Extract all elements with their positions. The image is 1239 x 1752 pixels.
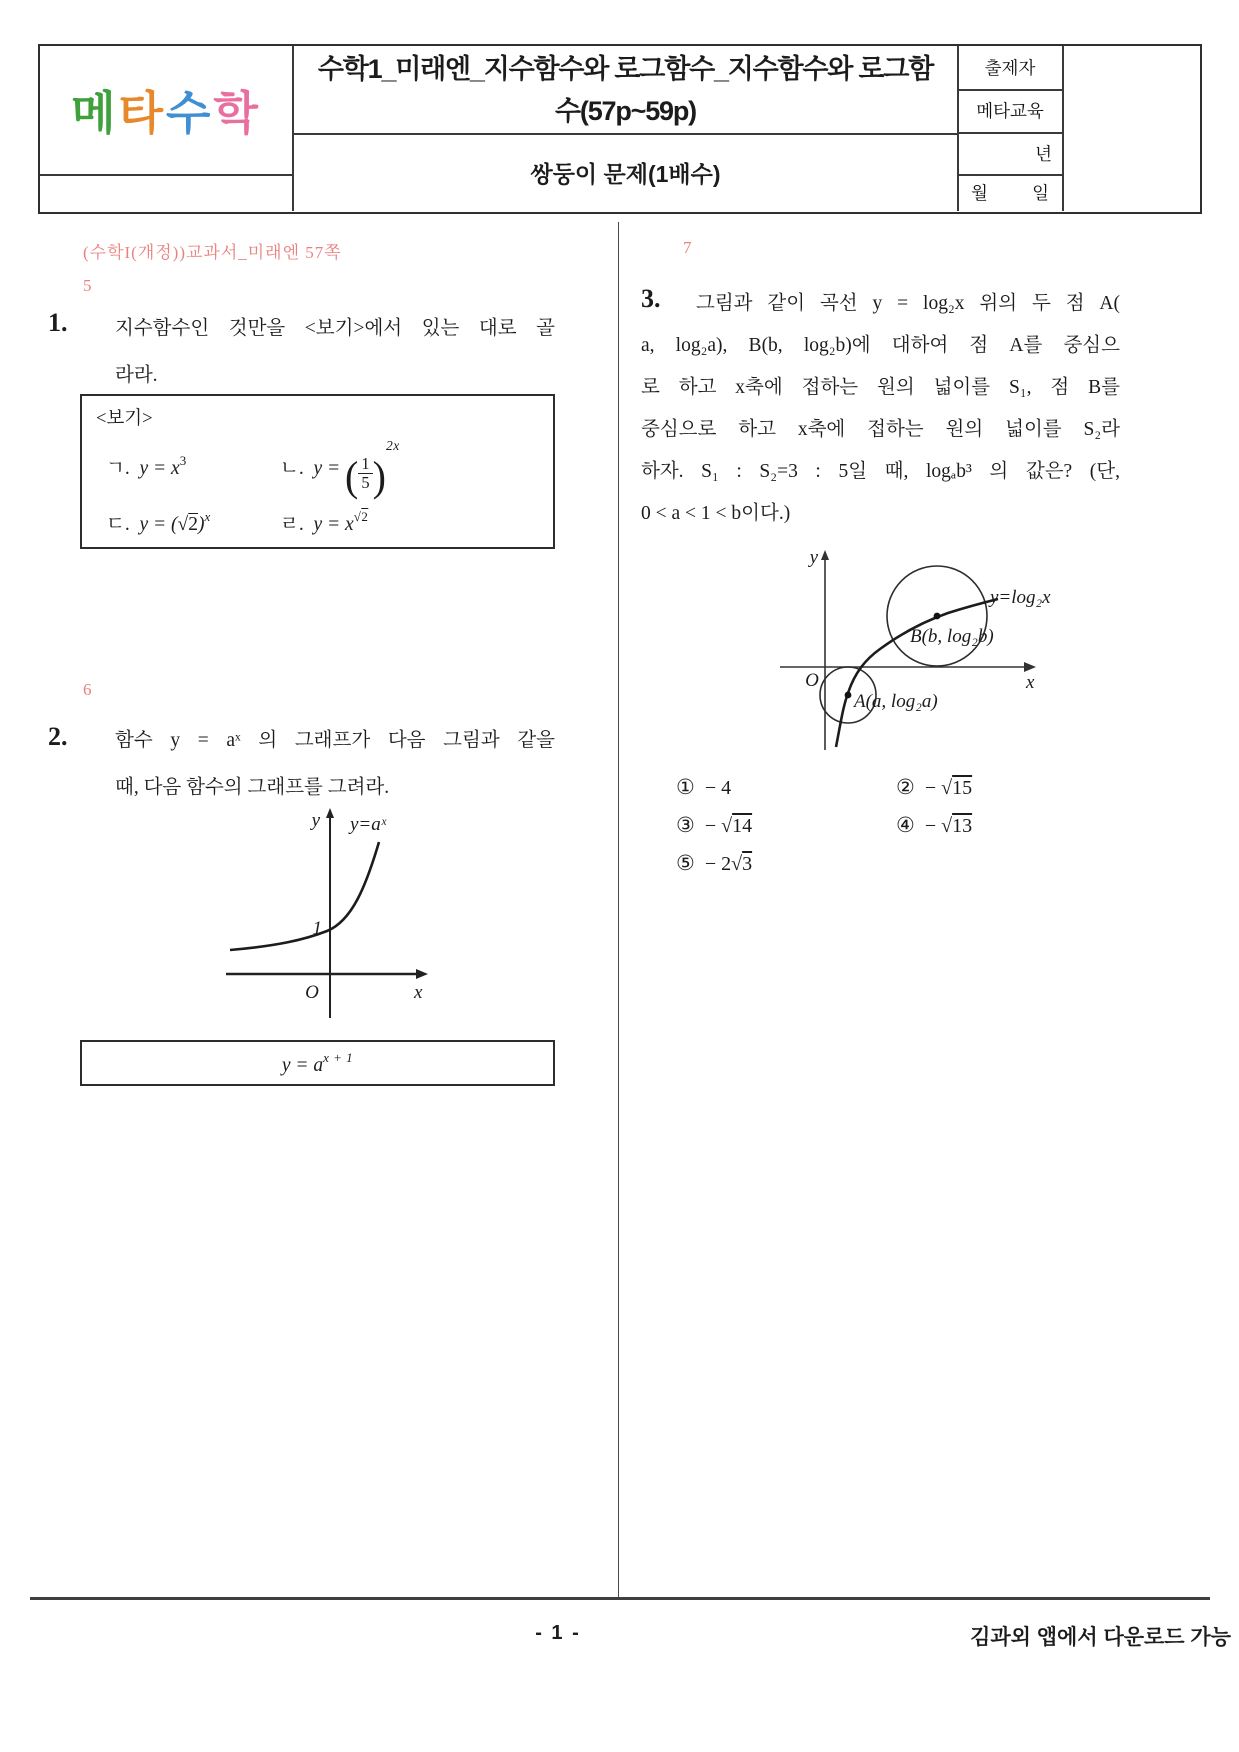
point-b-label: B(b, log₂b) xyxy=(910,626,994,647)
logo-letter-3: 수 xyxy=(166,87,214,139)
boki-item-d-pre: y = ( xyxy=(139,514,178,535)
boki-item-g-base: y = x xyxy=(139,458,180,479)
subtitle-text: 쌍둥이 문제(1배수) xyxy=(530,161,721,187)
radical-sign: √ xyxy=(177,514,189,535)
q1-tag: 5 xyxy=(83,276,93,295)
fraction-numerator: 1 xyxy=(361,453,370,473)
curve-label: y=log₂x xyxy=(990,587,1051,608)
q3-text-line4: 중심으로 하고 x축에 접하는 원의 넓이를 S₂라 xyxy=(641,419,1120,440)
q1-text-line2: 라라. xyxy=(115,365,158,386)
point-a-label: A(a, log₂a) xyxy=(854,691,938,712)
choice-3 xyxy=(676,813,752,838)
source-note: (수학I(개정))교과서_미래엔 57쪽 xyxy=(83,243,342,262)
origin-label: O xyxy=(805,670,819,691)
logo-letter-4: 학 xyxy=(213,87,261,139)
radical-sign: √ xyxy=(353,509,362,524)
q1-text-line1: 지수함수인 것만을 <보기>에서 있는 대로 골 xyxy=(115,318,555,339)
radical-arg: 13 xyxy=(952,815,973,837)
month-day-cell xyxy=(958,174,1062,211)
choice-4 xyxy=(896,813,972,838)
x-axis-arrow xyxy=(1024,662,1036,672)
title-line-2: 수(57p~59p) xyxy=(555,95,696,126)
boki-title: <보기> xyxy=(96,409,153,429)
boki-item-d-sup: x xyxy=(204,509,211,524)
q3-text-line6: 0 < a < 1 < b이다.) xyxy=(641,503,791,524)
boki-item-n-sup: 2x xyxy=(385,438,400,453)
y-intercept-label: 1 xyxy=(312,918,322,939)
boki-item-n xyxy=(280,438,400,501)
boki-item-n-pre: y = xyxy=(313,458,341,479)
choice-1 xyxy=(676,775,731,800)
point-b-dot xyxy=(934,613,941,620)
footer-rule xyxy=(30,1597,1210,1600)
boki-item-n-fraction xyxy=(358,455,372,492)
exponential-curve xyxy=(230,842,379,950)
download-note: 김과외 앱에서 다운로드 가능 xyxy=(970,1626,1231,1649)
page-number: - 1 - xyxy=(535,1622,581,1644)
q2-box-sup: x + 1 xyxy=(323,1049,354,1065)
choice-4-value: − xyxy=(924,815,937,837)
boki-item-r xyxy=(280,508,368,536)
year-label: 년 xyxy=(1035,143,1052,164)
choice-5-number: ⑤ xyxy=(676,851,695,875)
worksheet-title xyxy=(294,46,957,133)
curve-label: y=aˣ xyxy=(350,814,387,835)
day-label: 일 xyxy=(1032,183,1049,203)
month-label: 월 xyxy=(971,183,988,203)
q3-text-line3: 로 하고 x축에 접하는 원의 넓이를 S₁, 점 B를 xyxy=(641,377,1120,398)
boki-item-g-sup: 3 xyxy=(179,453,187,468)
log-curve xyxy=(836,599,998,747)
q2-tag: 6 xyxy=(83,680,93,699)
y-axis-label: y xyxy=(809,547,818,568)
year-cell xyxy=(958,132,1062,174)
header-divider-v3 xyxy=(1062,46,1064,211)
logo-letter-1: 메 xyxy=(71,87,119,139)
y-axis-arrow xyxy=(821,550,829,560)
radical-sign: √ xyxy=(731,853,743,875)
header-table xyxy=(38,44,1202,214)
boki-item-n-label: ㄴ. xyxy=(280,458,304,479)
column-divider xyxy=(618,222,619,1597)
logo-letter-2: 타 xyxy=(118,87,166,139)
title-line-1: 수학1_미래엔_지수함수와 로그함수_지수함수와 로그함 xyxy=(317,53,934,84)
q2-text-line2: 때, 다음 함수의 그래프를 그려라. xyxy=(115,777,390,798)
point-a-dot xyxy=(845,692,852,699)
q1-number: 1. xyxy=(48,308,68,337)
q2-number: 2. xyxy=(48,722,68,751)
boki-item-d xyxy=(106,508,211,536)
q2-box-base: y = a xyxy=(281,1054,324,1076)
boki-item-r-label: ㄹ. xyxy=(280,514,304,535)
q3-text-line2: a, log₂a), B(b, log₂b)에 대하여 점 A를 중심으 xyxy=(641,335,1120,356)
radical-arg: 3 xyxy=(742,853,753,875)
fraction-denominator: 5 xyxy=(358,473,372,492)
choice-5 xyxy=(676,851,752,876)
choice-1-number: ① xyxy=(676,775,695,799)
q2-answer-box xyxy=(80,1040,555,1086)
q2-text-line1: 함수 y = aˣ 의 그래프가 다음 그림과 같을 xyxy=(115,730,555,751)
boki-item-d-post: ) xyxy=(197,514,205,535)
close-paren: ) xyxy=(372,452,386,501)
y-axis-label: y xyxy=(311,810,320,831)
choice-2 xyxy=(896,775,972,800)
radical-arg: 15 xyxy=(952,777,973,799)
brand-logo xyxy=(40,46,292,174)
worksheet-subtitle xyxy=(294,134,957,211)
radical-arg: 2 xyxy=(188,514,198,535)
boki-item-d-label: ㄷ. xyxy=(106,514,130,535)
boki-item-g-label: ㄱ. xyxy=(106,458,130,479)
q3-tag: 7 xyxy=(683,238,693,257)
radical-sign: √ xyxy=(941,815,953,837)
x-axis-arrow xyxy=(416,969,428,979)
x-axis-label: x xyxy=(414,982,423,1003)
q3-number: 3. xyxy=(641,284,661,313)
q3-log-graph xyxy=(690,545,1080,790)
choice-2-number: ② xyxy=(896,775,915,799)
q2-exponential-graph xyxy=(200,806,440,1021)
boki-item-r-base: y = x xyxy=(313,514,354,535)
choice-3-number: ③ xyxy=(676,813,695,837)
boki-box xyxy=(80,394,555,549)
examiner-value: 메타교육 xyxy=(976,101,1044,121)
choice-2-value: − xyxy=(924,777,937,799)
radical-arg: 2 xyxy=(361,509,369,524)
radical-sign: √ xyxy=(721,815,733,837)
origin-label: O xyxy=(305,982,319,1003)
q3-text-line1: 그림과 같이 곡선 y = log₂x 위의 두 점 A( xyxy=(696,293,1120,314)
choice-5-value: − 2 xyxy=(704,853,732,875)
examiner-label: 출제자 xyxy=(984,58,1036,78)
radical-arg: 14 xyxy=(732,815,753,837)
boki-item-g xyxy=(106,452,187,480)
examiner-value-cell xyxy=(958,89,1062,132)
x-axis-label: x xyxy=(1026,672,1035,693)
open-paren: ( xyxy=(345,452,359,501)
y-axis-arrow xyxy=(326,808,334,818)
examiner-label-cell xyxy=(958,46,1062,89)
choice-1-value: − 4 xyxy=(704,777,732,799)
radical-sign: √ xyxy=(941,777,953,799)
q3-text-line5: 하자. S₁ : S₂=3 : 5일 때, logₐb³ 의 값은? (단, xyxy=(641,461,1120,482)
choice-4-number: ④ xyxy=(896,813,915,837)
logo-cell-divider xyxy=(40,174,292,176)
choice-3-value: − xyxy=(704,815,717,837)
